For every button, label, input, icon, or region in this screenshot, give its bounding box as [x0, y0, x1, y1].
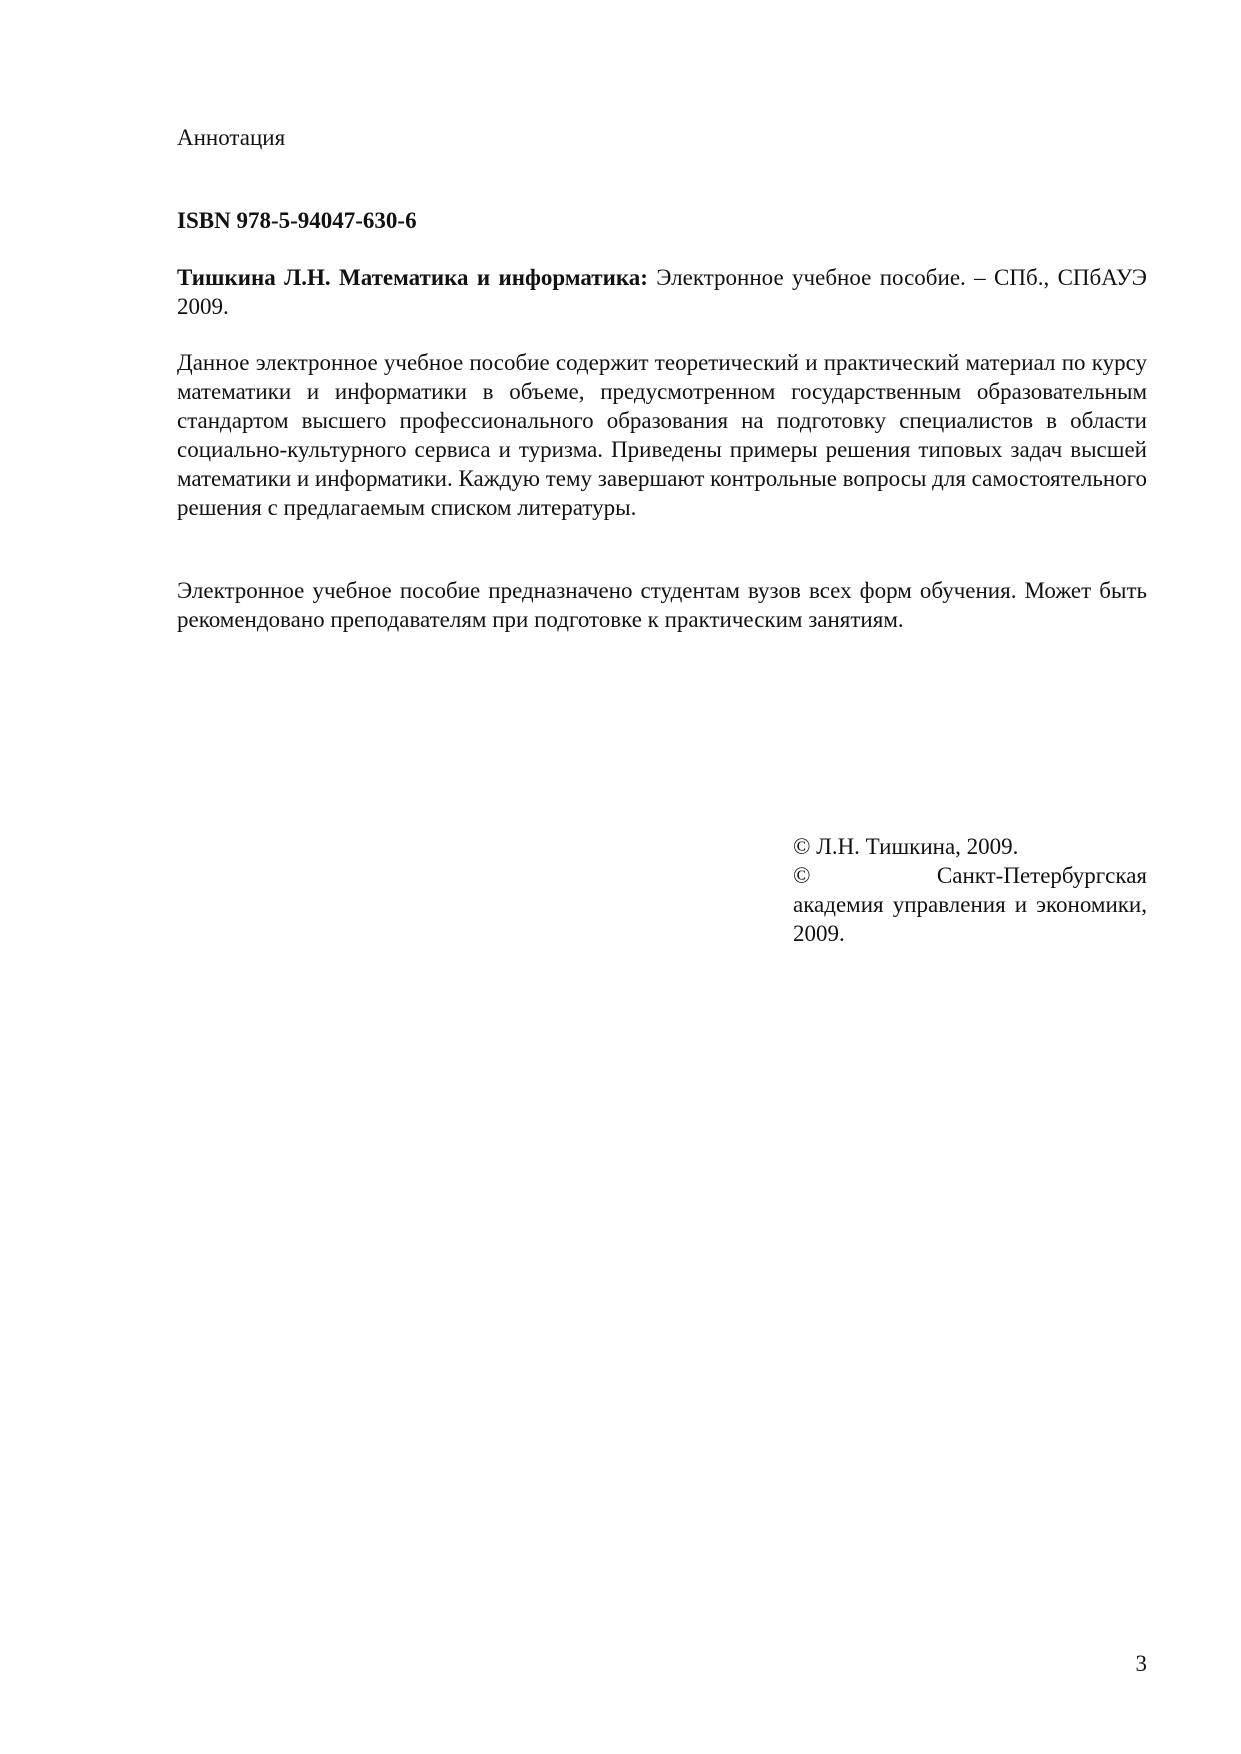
- copyright-organization-name: Санкт-Петербургская: [936, 863, 1147, 888]
- citation-details: Электронное учебное пособие. – СПб., СПбАУЭ 2009.: [177, 265, 1147, 319]
- isbn-line: ISBN 978-5-94047-630-6: [177, 208, 417, 233]
- citation-author-title: Тишкина Л.Н. Математика и информатика:: [177, 265, 648, 290]
- description-paragraph-2: Электронное учебное пособие предназначено студентам вузов всех форм обучения. Может быть рекомендовано преподавателям при подготовке к практическим занятиям.: [177, 578, 1147, 632]
- annotation-heading: Аннотация: [177, 125, 286, 150]
- copyright-symbol: ©: [793, 863, 811, 888]
- copyright-organization-line: [793, 861, 1147, 890]
- copyright-author: © Л.Н. Тишкина, 2009.: [793, 834, 1019, 859]
- bibliographic-citation: [177, 263, 1147, 321]
- copyright-block: [793, 832, 1147, 948]
- copyright-organization-rest: академия управления и экономики, 2009.: [793, 892, 1147, 946]
- page-number: 3: [1135, 1651, 1147, 1676]
- description-paragraph-1: Данное электронное учебное пособие содержит теоретический и практический материал по курсу математики и информатики в объеме, предусмотренном государственным образовательным стандартом высшего профессионального образования на подготовку специалистов в области социально-культурного сервиса и туризма. Приведены примеры решения типовых задач высшей математики и информатики. Каждую тему завершают контрольные вопросы для самостоятельного решения с предлагаемым списком литературы.: [177, 350, 1147, 520]
